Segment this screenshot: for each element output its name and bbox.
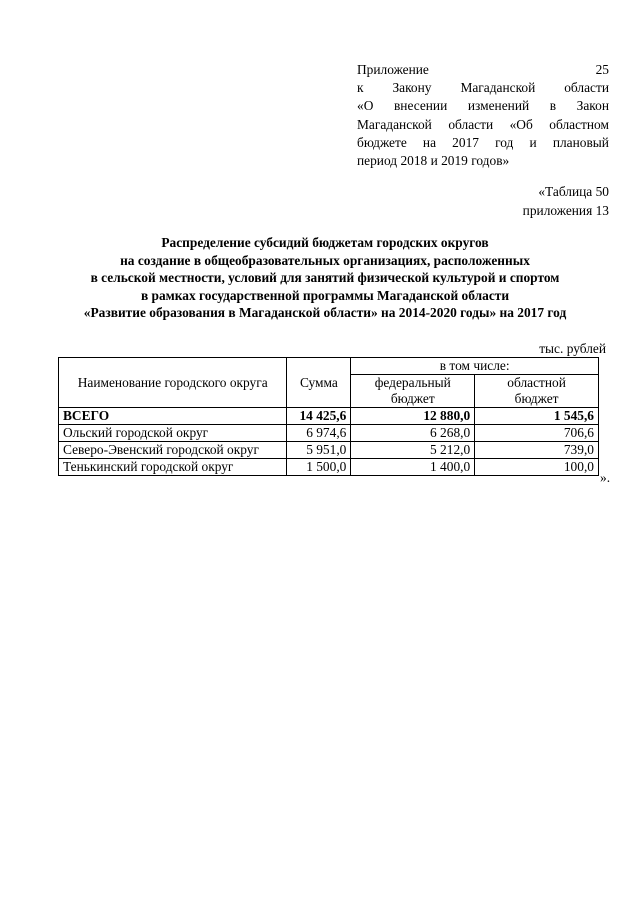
cell-sum: 14 425,6 [287, 408, 351, 425]
word: области [564, 80, 609, 96]
document-title [40, 234, 610, 322]
word: Закон [576, 98, 609, 114]
cell-sum: 6 974,6 [287, 425, 351, 442]
word: в [549, 98, 557, 114]
header-regional-line2: бюджет [514, 391, 559, 406]
cell-federal: 6 268,0 [351, 425, 475, 442]
word: изменений [467, 98, 530, 114]
word: области [448, 116, 494, 132]
table-row [59, 459, 599, 476]
title-line: «Развитие образования в Магаданской области» на 2014-2020 годы» на 2017 год [83, 305, 567, 321]
title-line: на создание в общеобразовательных организациях, расположенных [120, 252, 530, 268]
word: плановый [552, 134, 609, 150]
subsidy-table [58, 357, 599, 476]
closing-quote: ». [600, 470, 611, 485]
cell-regional: 100,0 [475, 459, 599, 476]
table-header-row [59, 358, 599, 375]
header-regional-line1: областной [507, 375, 566, 390]
appendix-header [357, 61, 609, 170]
cell-regional: 1 545,6 [475, 408, 599, 425]
appendix-line-4 [357, 116, 609, 134]
table-row-total [59, 408, 599, 425]
word: Магаданской [460, 80, 536, 96]
word: Магаданской [357, 116, 432, 132]
cell-regional: 706,6 [475, 425, 599, 442]
units-label: тыс. рублей [539, 341, 606, 356]
table-row [59, 425, 599, 442]
word: бюджете [357, 134, 407, 150]
word: 2017 [452, 134, 479, 150]
header-name: Наименование городского округа [59, 358, 287, 408]
title-line: в рамках государственной программы Магаданской области [140, 287, 510, 303]
word: внесении [393, 98, 448, 114]
word: Закону [392, 80, 432, 96]
cell-regional: 739,0 [475, 442, 599, 459]
cell-name: Северо-Эвенский городской округ [59, 442, 287, 459]
appendix-line-3 [357, 97, 609, 115]
header-regional [475, 375, 599, 408]
cell-sum: 1 500,0 [287, 459, 351, 476]
appendix-reference: приложения 13 [522, 202, 609, 218]
title-line: в сельской местности, условий для занятий физической культурой и спортом [90, 270, 560, 286]
header-federal-line1: федеральный [374, 375, 451, 390]
cell-federal: 1 400,0 [351, 459, 475, 476]
cell-name: Тенькинский городской округ [59, 459, 287, 476]
table-reference [523, 183, 609, 220]
header-federal-line2: бюджет [390, 391, 435, 406]
word: на [422, 134, 437, 150]
appendix-line-5 [357, 134, 609, 152]
header-including: в том числе: [351, 358, 599, 375]
table-row [59, 442, 599, 459]
header-federal [351, 375, 475, 408]
cell-federal: 5 212,0 [351, 442, 475, 459]
cell-federal: 12 880,0 [351, 408, 475, 425]
word: год [495, 134, 514, 150]
appendix-number: Приложение 25 [357, 62, 609, 77]
word: и [529, 134, 537, 150]
cell-name: ВСЕГО [59, 408, 287, 425]
table-number: «Таблица 50 [538, 184, 609, 199]
cell-name: Ольский городской округ [59, 425, 287, 442]
word: областном [549, 116, 609, 132]
cell-sum: 5 951,0 [287, 442, 351, 459]
header-sum: Сумма [287, 358, 351, 408]
appendix-line-6: период 2018 и 2019 годов» [357, 153, 510, 169]
appendix-line-2 [357, 79, 609, 97]
word: «О [357, 98, 374, 114]
title-line: Распределение субсидий бюджетам городских округов [161, 235, 489, 250]
word: к [357, 80, 364, 96]
word: «Об [509, 116, 533, 132]
